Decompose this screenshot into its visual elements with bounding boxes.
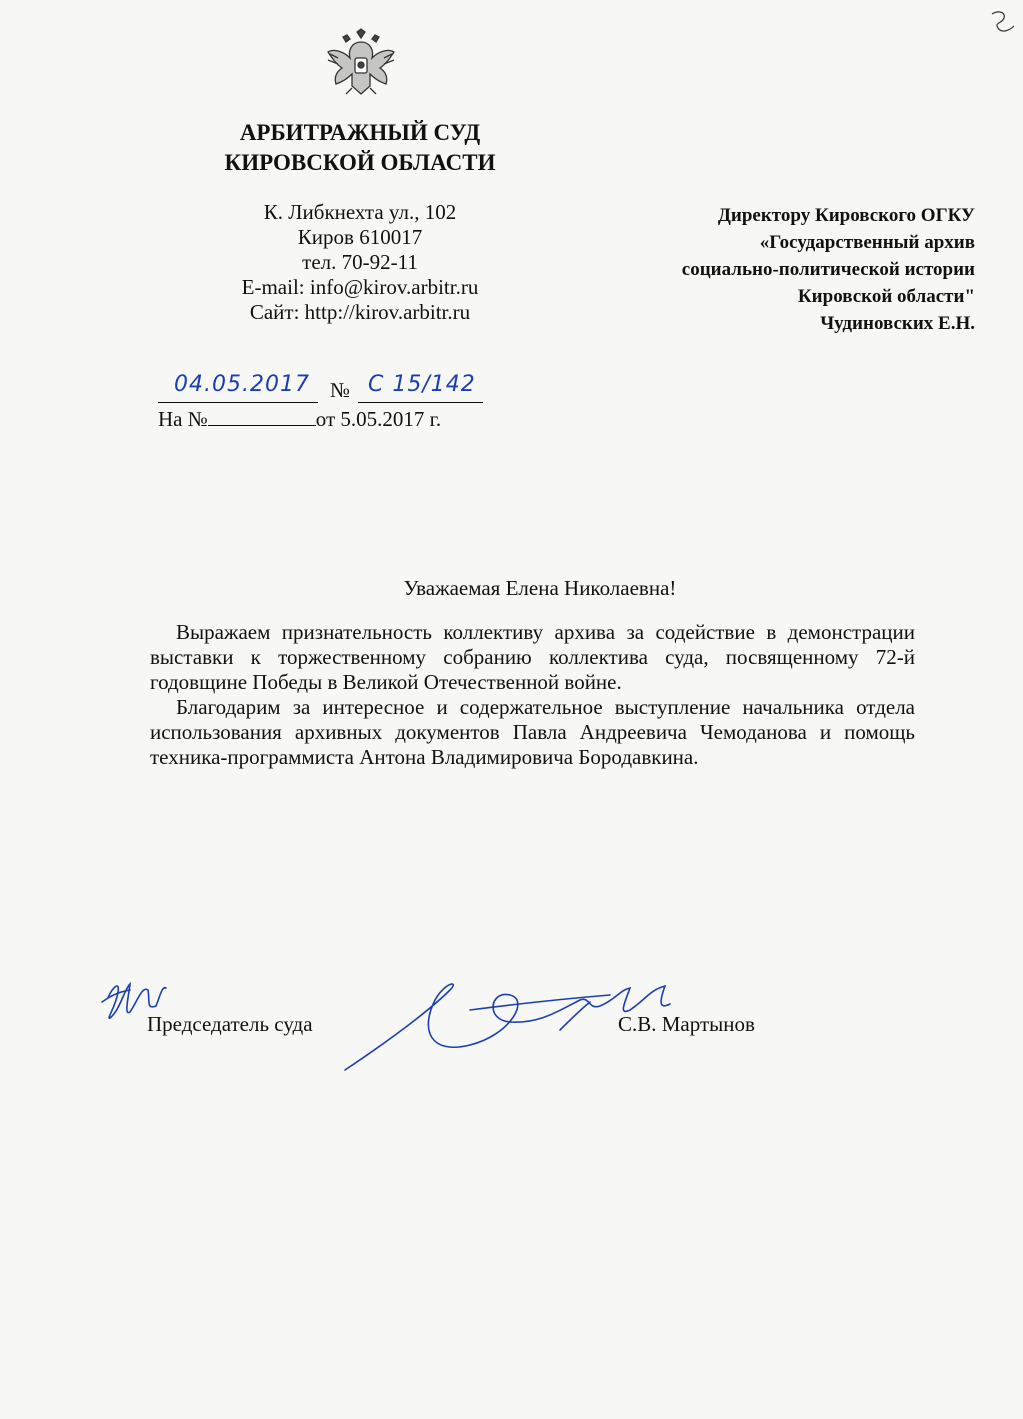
phone: тел. 70-92-11 xyxy=(302,250,418,274)
reply-number-blank xyxy=(208,407,316,426)
outgoing-number: С 15/142 xyxy=(368,372,476,397)
paragraph-1: Выражаем признательность коллективу архива за содействие в демонстрации выставки к торжественному собранию коллектива суда, посвященному 72-й годовщине Победы в Великой Отечественной войне. xyxy=(150,620,915,694)
recipient-block xyxy=(600,202,975,337)
reply-date: от 5.05.2017 г. xyxy=(315,407,442,431)
address-street: К. Либкнехта ул., 102 xyxy=(263,200,457,224)
recipient-line1: Директору Кировского ОГКУ xyxy=(717,205,975,226)
outgoing-date: 04.05.2017 xyxy=(174,372,310,397)
court-contacts xyxy=(200,200,520,325)
address-city: Киров 610017 xyxy=(297,225,423,249)
outgoing-registration xyxy=(158,372,488,406)
greeting: Уважаемая Елена Николаевна! xyxy=(403,576,677,600)
recipient-line2: «Государственный архив xyxy=(759,232,975,253)
letter-body xyxy=(150,620,915,770)
court-name-line2: КИРОВСКОЙ ОБЛАСТИ xyxy=(224,150,496,175)
signatory-title: Председатель суда xyxy=(147,1012,313,1036)
coat-of-arms-icon xyxy=(322,28,400,100)
date-underline xyxy=(158,402,318,403)
court-name-line1: АРБИТРАЖНЫЙ СУД xyxy=(239,120,481,145)
reply-prefix: На № xyxy=(158,407,208,431)
recipient-line3: социально-политической истории xyxy=(681,259,975,280)
number-sign: № xyxy=(330,378,351,402)
reply-reference xyxy=(158,407,441,432)
email: E-mail: info@kirov.arbitr.ru xyxy=(241,275,479,299)
signatory-name: С.В. Мартынов xyxy=(618,1012,755,1036)
number-underline xyxy=(358,402,483,403)
website: Сайт: http://kirov.arbitr.ru xyxy=(249,300,471,324)
court-name xyxy=(200,118,520,178)
corner-mark-icon xyxy=(988,8,1018,38)
recipient-line5: Чудиновских Е.Н. xyxy=(820,313,975,334)
recipient-line4: Кировской области" xyxy=(797,286,975,307)
paragraph-2: Благодарим за интересное и содержательное выступление начальника отдела использования архивных документов Павла Андреевича Чемоданова и помощь техника-программиста Антона Владимировича Бородавкина. xyxy=(150,695,915,769)
